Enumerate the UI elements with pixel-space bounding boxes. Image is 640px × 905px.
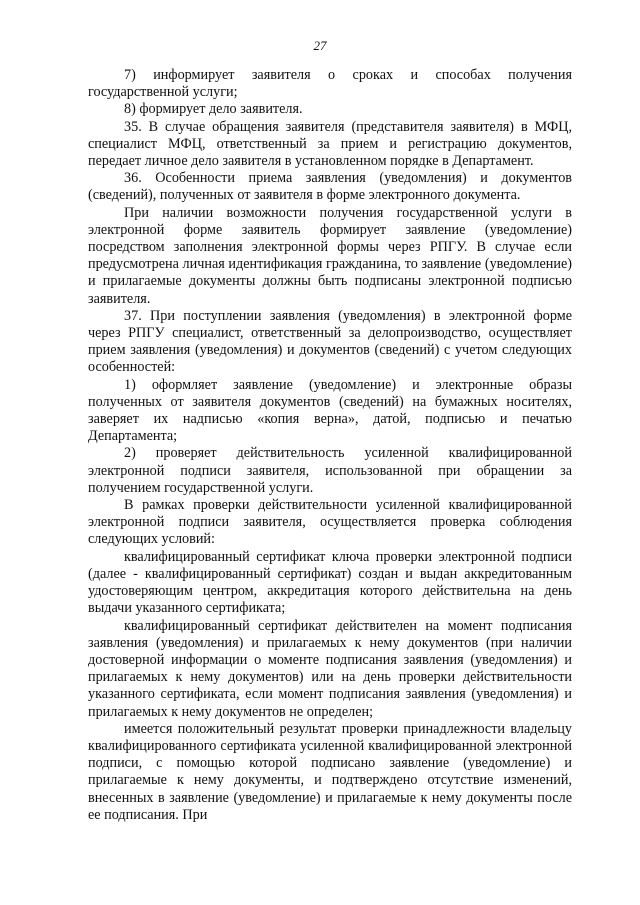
paragraph-condition-1: квалифицированный сертификат ключа проверки электронной подписи (далее - квалифицированный сертификат) создан и выдан аккредитованным удостоверяющим центром, аккредитация которого действительна на день выдачи указанного сертификата; xyxy=(88,548,572,617)
paragraph-clause-37: 37. При поступлении заявления (уведомления) в электронной форме через РПГУ специалист, ответственный за делопроизводство, осуществляет прием заявления (уведомления) и документов (сведений) с учетом следующих особенностей: xyxy=(88,307,572,376)
paragraph-clause-35: 35. В случае обращения заявителя (представителя заявителя) в МФЦ, специалист МФЦ, ответственный за прием и регистрацию документов, передает личное дело заявителя в установленном порядке в Департамент. xyxy=(88,118,572,170)
paragraph-clause-36: 36. Особенности приема заявления (уведомления) и документов (сведений), полученных от заявителя в форме электронного документа. xyxy=(88,170,572,204)
document-body xyxy=(88,67,572,824)
paragraph-item-8: 8) формирует дело заявителя. xyxy=(124,101,303,118)
paragraph-condition-2: квалифицированный сертификат действителен на момент подписания заявления (уведомления) и прилагаемых к нему документов (при наличии достоверной информации о моменте подписания заявления (уведомления) и прилагаемых к нему документов) или на день проверки действительности указанного сертификата, если момент подписания заявления (уведомления) и прилагаемых к нему документов не определен; xyxy=(88,617,572,720)
paragraph-item-7: 7) информирует заявителя о сроках и способах получения государственной услуги; xyxy=(88,67,572,101)
paragraph-condition-3: имеется положительный результат проверки принадлежности владельцу квалифицированного сертификата усиленной квалифицированной электронной подписи, с помощью которой подписано заявление (уведомление) и прилагаемые к нему документы, и подтверждено отсутствие изменений, внесенных в заявление (уведомление) и прилагаемые к нему документы после ее подписания. При xyxy=(88,720,572,823)
paragraph-subitem-1: 1) оформляет заявление (уведомление) и электронные образы полученных от заявителя документов (сведений) на бумажных носителях, заверяет их надписью «копия верна», датой, подписью и печатью Департамента; xyxy=(88,376,572,445)
paragraph-electronic-form: При наличии возможности получения государственной услуги в электронной форме заявитель формирует заявление (уведомление) посредством заполнения электронной формы через РПГУ. В случае если предусмотрена личная идентификация гражданина, то заявление (уведомление) и прилагаемые документы должны быть подписаны электронной подписью заявителя. xyxy=(88,204,572,307)
paragraph-subitem-2: 2) проверяет действительность усиленной квалифицированной электронной подписи заявителя, использованной при обращении за получением государственной услуги. xyxy=(88,445,572,496)
page-number: 27 xyxy=(313,38,327,53)
paragraph-verification-intro: В рамках проверки действительности усиленной квалифицированной электронной подписи заявителя, осуществляется проверка соблюдения следующих условий: xyxy=(88,497,572,548)
